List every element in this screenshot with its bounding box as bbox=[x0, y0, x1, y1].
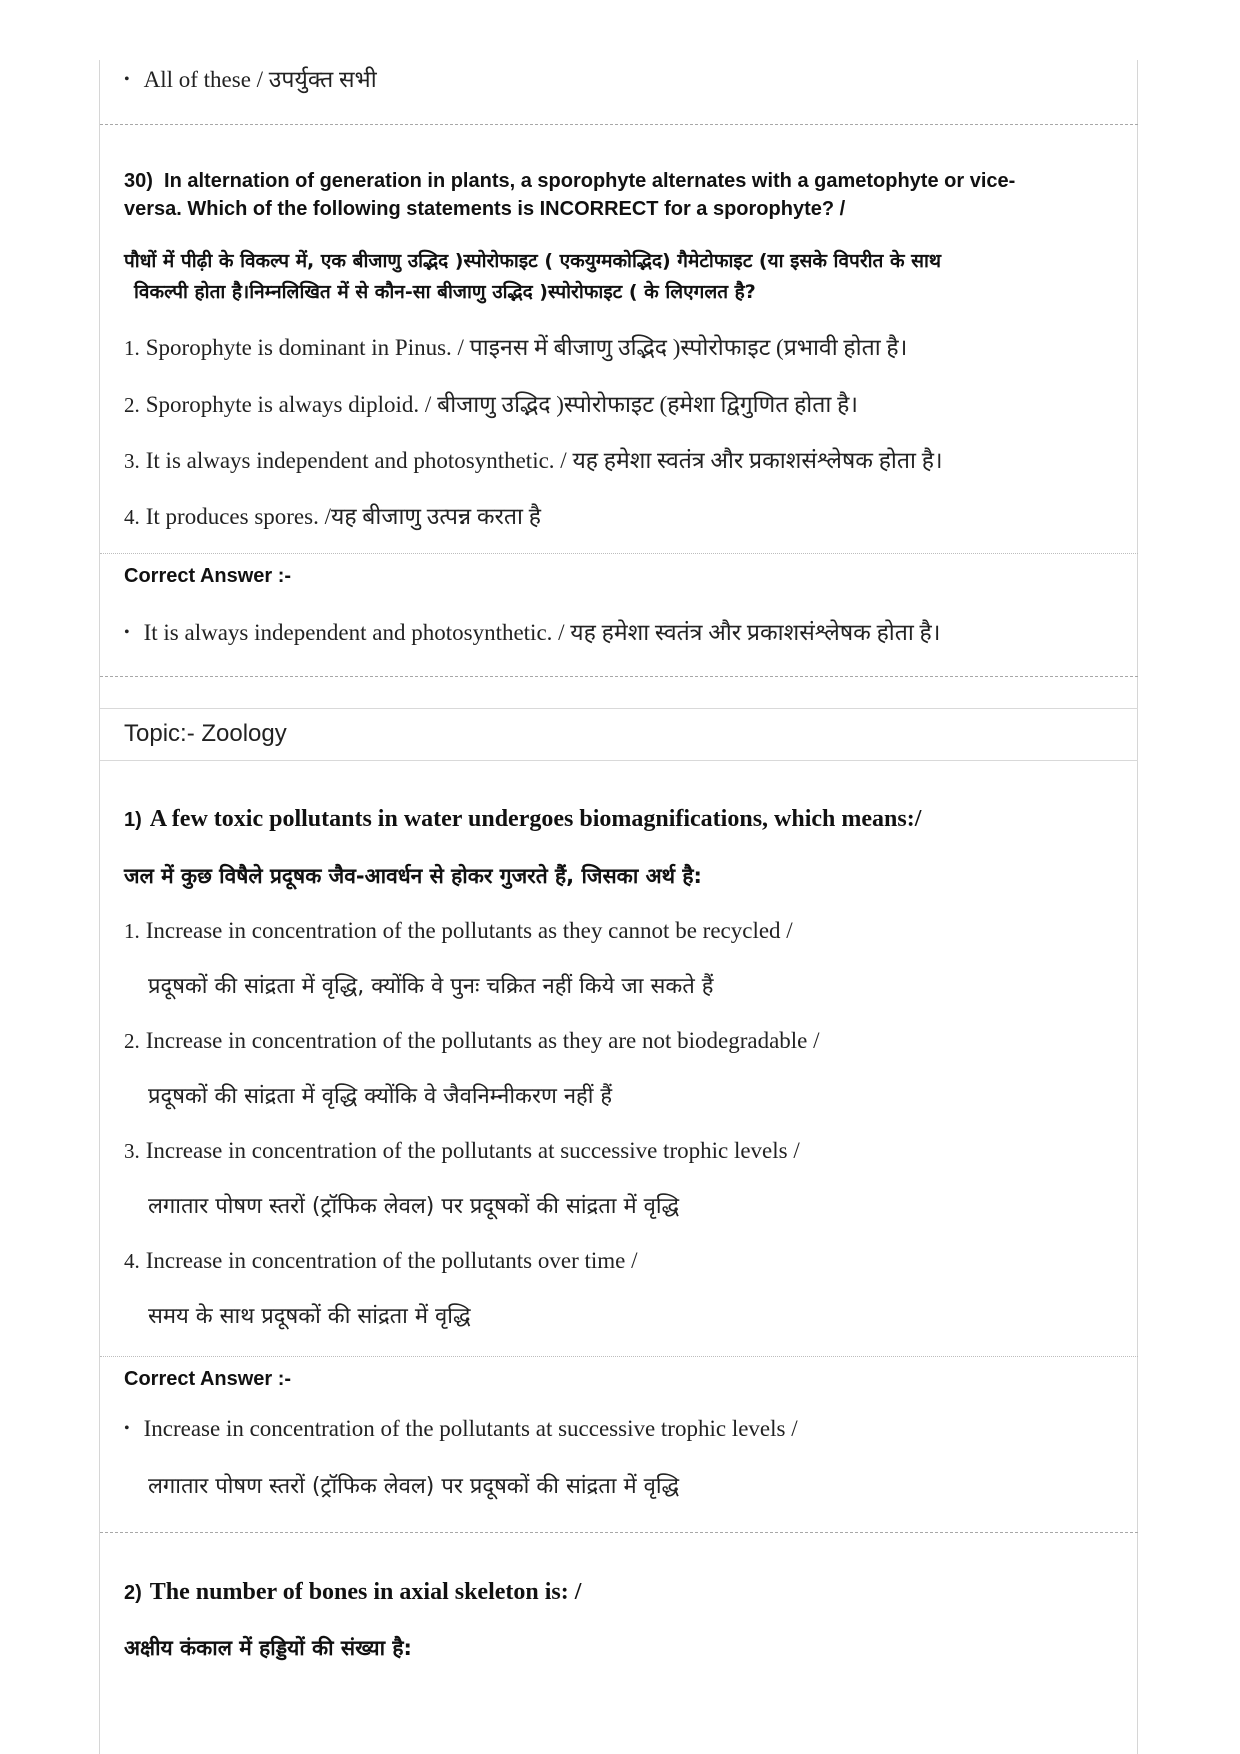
q30-text-hi-line1: पौधों में पीढ़ी के विकल्प में, एक बीजाणु उद्भिद )स्पोरोफाइट ( एकयुग्मकोद्भिद) गैमेटोफाइट (या इसके विपरीत के साथ bbox=[124, 250, 942, 272]
q30-option-4: 4. It produces spores. /यह बीजाणु उत्पन्न करता है bbox=[124, 504, 541, 529]
topic-heading: Topic:- Zoology bbox=[124, 720, 287, 747]
z1-option-4-hi: समय के साथ प्रदूषकों की सांद्रता में वृद्धि bbox=[148, 1304, 471, 1329]
z1-question-en: 1) A few toxic pollutants in water undergoes biomagnifications, which means:/ bbox=[124, 806, 922, 832]
question-separator bbox=[100, 676, 1138, 677]
z1-correct-answer-en: • Increase in concentration of the pollutants at successive trophic levels / bbox=[124, 1416, 798, 1441]
question-separator bbox=[100, 124, 1138, 125]
z1-correct-answer-hi: लगातार पोषण स्तरों (ट्रॉफिक लेवल) पर प्रदूषकों की सांद्रता में वृद्धि bbox=[148, 1474, 680, 1499]
q30-option-1: 1. Sporophyte is dominant in Pinus. / पाइनस में बीजाणु उद्भिद )स्पोरोफाइट (प्रभावी होता है। bbox=[124, 335, 908, 360]
z1-option-4-en: 4. Increase in concentration of the pollutants over time / bbox=[124, 1248, 638, 1273]
bullet-icon: • bbox=[124, 624, 130, 641]
q30-text-hi-line2: विकल्पी होता है।निम्नलिखित में से कौन-सा बीजाणु उद्भिद )स्पोरोफाइट ( के लिएगलत है? bbox=[134, 281, 756, 303]
topic-top-border bbox=[100, 708, 1138, 709]
z2-question-en: 2) The number of bones in axial skeleton is: / bbox=[124, 1579, 582, 1605]
z2-question-hi: अक्षीय कंकाल में हड्डियों की संख्या है: bbox=[124, 1636, 412, 1660]
z1-question-hi: जल में कुछ विषैले प्रदूषक जैव-आवर्धन से होकर गुजरते हैं, जिसका अर्थ है: bbox=[124, 864, 702, 888]
options-separator bbox=[100, 1356, 1138, 1357]
q30-option-3: 3. It is always independent and photosynthetic. / यह हमेशा स्वतंत्र और प्रकाशसंश्लेषक होता है। bbox=[124, 448, 943, 473]
z1-option-3-en: 3. Increase in concentration of the pollutants at successive trophic levels / bbox=[124, 1138, 800, 1163]
z1-option-1-en: 1. Increase in concentration of the pollutants as they cannot be recycled / bbox=[124, 918, 793, 943]
z1-option-1-hi: प्रदूषकों की सांद्रता में वृद्धि, क्योंकि वे पुनः चक्रित नहीं किये जा सकते हैं bbox=[148, 974, 714, 999]
previous-correct-answer: • All of these / उपर्युक्त सभी bbox=[124, 67, 377, 92]
bullet-icon: • bbox=[124, 1420, 130, 1437]
bullet-icon: • bbox=[124, 71, 130, 88]
options-separator bbox=[100, 553, 1138, 554]
z1-correct-answer-label: Correct Answer :- bbox=[124, 1368, 292, 1390]
q30-correct-answer: • It is always independent and photosynthetic. / यह हमेशा स्वतंत्र और प्रकाशसंश्लेषक होता है। bbox=[124, 620, 941, 645]
z1-option-3-hi: लगातार पोषण स्तरों (ट्रॉफिक लेवल) पर प्रदूषकों की सांद्रता में वृद्धि bbox=[148, 1194, 680, 1219]
q30-text-en-line1: 30) In alternation of generation in plants, a sporophyte alternates with a gametophyte or vice- bbox=[124, 170, 1016, 192]
q30-text-en-line2: versa. Which of the following statements is INCORRECT for a sporophyte? / bbox=[124, 198, 846, 220]
q30-correct-answer-label: Correct Answer :- bbox=[124, 565, 292, 587]
topic-bottom-border bbox=[100, 760, 1138, 761]
z1-option-2-hi: प्रदूषकों की सांद्रता में वृद्धि क्योंकि वे जैवनिम्नीकरण नहीं हैं bbox=[148, 1084, 613, 1109]
z1-option-2-en: 2. Increase in concentration of the pollutants as they are not biodegradable / bbox=[124, 1028, 820, 1053]
q30-option-2: 2. Sporophyte is always diploid. / बीजाणु उद्भिद )स्पोरोफाइट (हमेशा द्विगुणित होता है। bbox=[124, 392, 859, 417]
question-separator bbox=[100, 1532, 1138, 1533]
